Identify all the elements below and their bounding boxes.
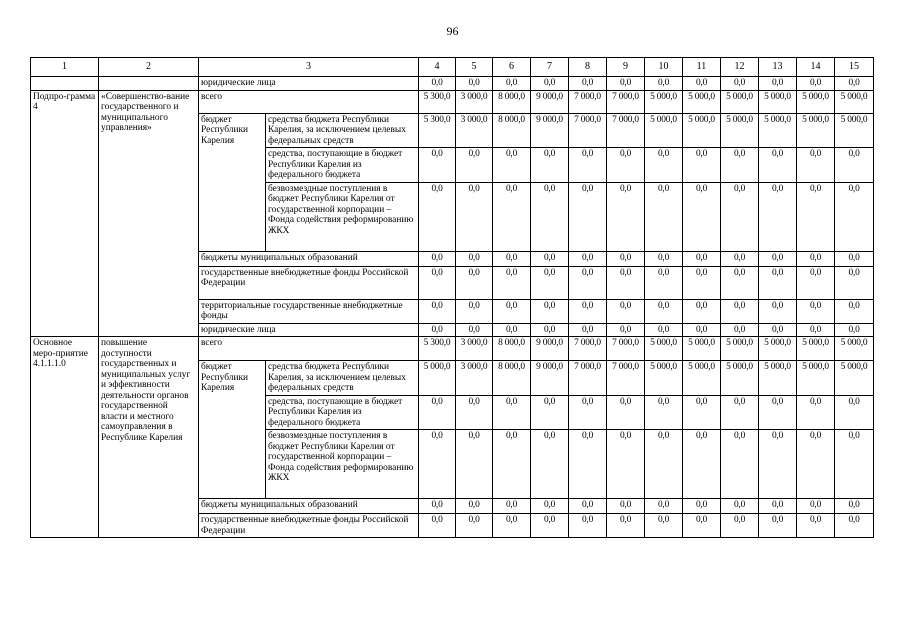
budget-table	[30, 57, 874, 538]
value-cell: 0,0	[493, 148, 531, 183]
value-cell: 7 000,0	[569, 113, 607, 148]
value-cell: 0,0	[531, 395, 569, 430]
value-cell: 0,0	[531, 299, 569, 323]
value-cell: 0,0	[759, 430, 797, 499]
value-cell: 0,0	[419, 251, 456, 266]
value-cell: 5 000,0	[797, 337, 835, 361]
table-row	[31, 337, 874, 361]
value-cell: 0,0	[531, 323, 569, 337]
value-cell: 0,0	[645, 182, 683, 251]
value-cell: 0,0	[419, 148, 456, 183]
column-header: 1	[31, 58, 99, 77]
value-cell: 0,0	[493, 499, 531, 514]
table-row	[31, 90, 874, 113]
value-cell: 5 000,0	[419, 361, 456, 396]
value-cell: 0,0	[607, 266, 645, 299]
value-cell: 0,0	[569, 323, 607, 337]
value-cell: 0,0	[645, 323, 683, 337]
value-cell: 0,0	[569, 299, 607, 323]
value-cell: 5 300,0	[419, 90, 456, 113]
value-cell: 0,0	[645, 148, 683, 183]
value-cell: 0,0	[721, 251, 759, 266]
value-cell: 0,0	[456, 323, 493, 337]
value-cell: 5 000,0	[797, 90, 835, 113]
value-cell: 0,0	[645, 77, 683, 91]
value-cell: 0,0	[721, 182, 759, 251]
value-cell: 0,0	[683, 299, 721, 323]
value-cell: 7 000,0	[607, 90, 645, 113]
value-cell: 0,0	[759, 299, 797, 323]
value-cell: 0,0	[645, 299, 683, 323]
value-cell: 0,0	[456, 514, 493, 538]
row-label: территориальные государственные внебюджетные фонды	[199, 299, 419, 323]
value-cell: 0,0	[493, 323, 531, 337]
value-cell: 5 000,0	[721, 361, 759, 396]
table-row	[31, 77, 874, 91]
value-cell: 0,0	[531, 266, 569, 299]
value-cell: 7 000,0	[607, 113, 645, 148]
value-cell: 5 000,0	[645, 90, 683, 113]
value-cell: 0,0	[721, 499, 759, 514]
value-cell: 0,0	[683, 266, 721, 299]
value-cell: 5 000,0	[835, 361, 874, 396]
value-cell: 5 000,0	[645, 113, 683, 148]
value-cell: 0,0	[797, 182, 835, 251]
value-cell: 0,0	[569, 430, 607, 499]
value-cell: 5 000,0	[835, 113, 874, 148]
value-cell: 0,0	[835, 182, 874, 251]
value-cell: 0,0	[531, 430, 569, 499]
row-label: бюджеты муниципальных образований	[199, 499, 419, 514]
value-cell: 0,0	[797, 430, 835, 499]
value-cell: 0,0	[683, 77, 721, 91]
value-cell: 0,0	[456, 430, 493, 499]
value-cell: 7 000,0	[569, 361, 607, 396]
program-title: «Совершенство-вание государственного и муниципального управления»	[99, 90, 199, 337]
value-cell: 8 000,0	[493, 337, 531, 361]
value-cell: 5 000,0	[721, 337, 759, 361]
row-label: средства бюджета Республики Карелия, за исключением целевых федеральных средств	[266, 361, 419, 396]
value-cell: 0,0	[721, 77, 759, 91]
value-cell: 0,0	[759, 148, 797, 183]
value-cell: 0,0	[683, 395, 721, 430]
row-label: государственные внебюджетные фонды Российской Федерации	[199, 514, 419, 538]
value-cell: 5 000,0	[683, 337, 721, 361]
value-cell: 0,0	[607, 148, 645, 183]
value-cell: 0,0	[456, 395, 493, 430]
value-cell: 0,0	[419, 430, 456, 499]
column-header: 9	[607, 58, 645, 77]
value-cell: 5 000,0	[683, 361, 721, 396]
value-cell: 0,0	[569, 395, 607, 430]
measure-name: Основное меро-приятие 4.1.1.1.0	[31, 337, 99, 538]
value-cell: 5 000,0	[759, 361, 797, 396]
value-cell: 5 000,0	[797, 113, 835, 148]
value-cell: 0,0	[835, 148, 874, 183]
value-cell: 3 000,0	[456, 113, 493, 148]
column-header: 11	[683, 58, 721, 77]
value-cell: 0,0	[607, 395, 645, 430]
row-label: всего	[199, 337, 419, 361]
value-cell: 0,0	[569, 148, 607, 183]
value-cell: 0,0	[645, 395, 683, 430]
value-cell: 0,0	[531, 499, 569, 514]
row-label: безвозмездные поступления в бюджет Республики Карелия от государственной корпорации – Фонда содействия реформированию ЖКХ	[266, 182, 419, 251]
value-cell: 0,0	[683, 499, 721, 514]
value-cell: 0,0	[419, 514, 456, 538]
budget-label: бюджет Республики Карелия	[199, 113, 266, 251]
column-header: 3	[199, 58, 419, 77]
value-cell: 5 000,0	[835, 337, 874, 361]
value-cell: 0,0	[607, 499, 645, 514]
value-cell: 0,0	[569, 499, 607, 514]
value-cell: 0,0	[493, 182, 531, 251]
column-header: 6	[493, 58, 531, 77]
value-cell: 0,0	[569, 182, 607, 251]
empty-cell	[99, 77, 199, 91]
column-number-row	[31, 58, 874, 77]
value-cell: 5 000,0	[835, 90, 874, 113]
value-cell: 0,0	[531, 251, 569, 266]
value-cell: 0,0	[835, 514, 874, 538]
column-header: 8	[569, 58, 607, 77]
value-cell: 0,0	[456, 182, 493, 251]
value-cell: 0,0	[493, 514, 531, 538]
column-header: 7	[531, 58, 569, 77]
column-header: 2	[99, 58, 199, 77]
value-cell: 0,0	[569, 77, 607, 91]
value-cell: 0,0	[797, 395, 835, 430]
value-cell: 0,0	[607, 182, 645, 251]
value-cell: 0,0	[759, 499, 797, 514]
value-cell: 5 300,0	[419, 337, 456, 361]
value-cell: 0,0	[419, 299, 456, 323]
value-cell: 0,0	[419, 499, 456, 514]
value-cell: 5 000,0	[683, 90, 721, 113]
value-cell: 0,0	[456, 77, 493, 91]
value-cell: 0,0	[531, 182, 569, 251]
value-cell: 0,0	[531, 77, 569, 91]
value-cell: 0,0	[607, 77, 645, 91]
value-cell: 0,0	[721, 514, 759, 538]
value-cell: 0,0	[759, 251, 797, 266]
value-cell: 5 000,0	[721, 113, 759, 148]
value-cell: 0,0	[419, 77, 456, 91]
value-cell: 0,0	[456, 499, 493, 514]
value-cell: 5 000,0	[683, 113, 721, 148]
row-label: всего	[199, 90, 419, 113]
value-cell: 0,0	[493, 251, 531, 266]
value-cell: 5 000,0	[721, 90, 759, 113]
row-label: безвозмездные поступления в бюджет Республики Карелия от государственной корпорации – Фонда содействия реформированию ЖКХ	[266, 430, 419, 499]
value-cell: 0,0	[759, 266, 797, 299]
value-cell: 0,0	[835, 266, 874, 299]
row-label: средства, поступающие в бюджет Республики Карелия из федерального бюджета	[266, 395, 419, 430]
value-cell: 0,0	[493, 266, 531, 299]
row-label: юридические лица	[199, 77, 419, 91]
value-cell: 0,0	[835, 395, 874, 430]
value-cell: 0,0	[419, 395, 456, 430]
program-name: Подпро-грамма 4	[31, 90, 99, 337]
value-cell: 0,0	[569, 251, 607, 266]
value-cell: 0,0	[419, 266, 456, 299]
value-cell: 0,0	[835, 299, 874, 323]
value-cell: 7 000,0	[607, 361, 645, 396]
value-cell: 0,0	[683, 148, 721, 183]
value-cell: 0,0	[493, 299, 531, 323]
value-cell: 0,0	[456, 148, 493, 183]
value-cell: 0,0	[797, 251, 835, 266]
value-cell: 0,0	[645, 430, 683, 499]
empty-cell	[31, 77, 99, 91]
value-cell: 0,0	[797, 514, 835, 538]
value-cell: 0,0	[456, 299, 493, 323]
value-cell: 0,0	[797, 499, 835, 514]
value-cell: 0,0	[645, 514, 683, 538]
value-cell: 0,0	[835, 323, 874, 337]
value-cell: 3 000,0	[456, 337, 493, 361]
value-cell: 0,0	[721, 148, 759, 183]
column-header: 10	[645, 58, 683, 77]
row-label: средства бюджета Республики Карелия, за исключением целевых федеральных средств	[266, 113, 419, 148]
row-label: государственные внебюджетные фонды Российской Федерации	[199, 266, 419, 299]
budget-label: бюджет Республики Карелия	[199, 361, 266, 499]
value-cell: 0,0	[531, 148, 569, 183]
column-header: 13	[759, 58, 797, 77]
value-cell: 0,0	[531, 514, 569, 538]
value-cell: 5 000,0	[759, 337, 797, 361]
value-cell: 0,0	[835, 77, 874, 91]
value-cell: 9 000,0	[531, 361, 569, 396]
value-cell: 9 000,0	[531, 113, 569, 148]
value-cell: 7 000,0	[569, 90, 607, 113]
value-cell: 5 000,0	[645, 361, 683, 396]
value-cell: 5 000,0	[759, 113, 797, 148]
value-cell: 0,0	[759, 182, 797, 251]
value-cell: 3 000,0	[456, 361, 493, 396]
value-cell: 0,0	[835, 251, 874, 266]
row-label: средства, поступающие в бюджет Республики Карелия из федерального бюджета	[266, 148, 419, 183]
value-cell: 0,0	[419, 323, 456, 337]
value-cell: 0,0	[683, 182, 721, 251]
value-cell: 0,0	[493, 77, 531, 91]
value-cell: 5 300,0	[419, 113, 456, 148]
value-cell: 0,0	[759, 77, 797, 91]
row-label: юридические лица	[199, 323, 419, 337]
value-cell: 9 000,0	[531, 90, 569, 113]
value-cell: 0,0	[607, 299, 645, 323]
value-cell: 0,0	[797, 323, 835, 337]
value-cell: 5 000,0	[759, 90, 797, 113]
value-cell: 8 000,0	[493, 113, 531, 148]
value-cell: 0,0	[569, 514, 607, 538]
value-cell: 0,0	[759, 395, 797, 430]
value-cell: 9 000,0	[531, 337, 569, 361]
value-cell: 0,0	[645, 266, 683, 299]
value-cell: 0,0	[721, 299, 759, 323]
value-cell: 0,0	[721, 395, 759, 430]
value-cell: 0,0	[797, 266, 835, 299]
value-cell: 7 000,0	[569, 337, 607, 361]
value-cell: 0,0	[835, 430, 874, 499]
value-cell: 0,0	[759, 323, 797, 337]
value-cell: 0,0	[797, 77, 835, 91]
column-header: 15	[835, 58, 874, 77]
value-cell: 0,0	[721, 323, 759, 337]
value-cell: 0,0	[759, 514, 797, 538]
value-cell: 3 000,0	[456, 90, 493, 113]
value-cell: 7 000,0	[607, 337, 645, 361]
value-cell: 0,0	[683, 323, 721, 337]
value-cell: 0,0	[493, 430, 531, 499]
value-cell: 8 000,0	[493, 361, 531, 396]
value-cell: 8 000,0	[493, 90, 531, 113]
value-cell: 0,0	[721, 430, 759, 499]
value-cell: 0,0	[607, 251, 645, 266]
value-cell: 0,0	[797, 148, 835, 183]
column-header: 14	[797, 58, 835, 77]
measure-title: повышение доступности государственных и муниципальных услуг и эффективности деятельности органов государственной власти и местного самоуправления в Республике Карелия	[99, 337, 199, 538]
value-cell: 0,0	[419, 182, 456, 251]
value-cell: 0,0	[721, 266, 759, 299]
value-cell: 0,0	[645, 251, 683, 266]
column-header: 4	[419, 58, 456, 77]
value-cell: 0,0	[683, 430, 721, 499]
value-cell: 0,0	[607, 514, 645, 538]
value-cell: 0,0	[835, 499, 874, 514]
column-header: 12	[721, 58, 759, 77]
column-header: 5	[456, 58, 493, 77]
value-cell: 0,0	[607, 323, 645, 337]
value-cell: 5 000,0	[797, 361, 835, 396]
row-label: бюджеты муниципальных образований	[199, 251, 419, 266]
page-number: 96	[446, 24, 459, 38]
value-cell: 0,0	[456, 266, 493, 299]
value-cell: 0,0	[683, 251, 721, 266]
value-cell: 0,0	[569, 266, 607, 299]
value-cell: 0,0	[645, 499, 683, 514]
value-cell: 5 000,0	[645, 337, 683, 361]
value-cell: 0,0	[683, 514, 721, 538]
value-cell: 0,0	[493, 395, 531, 430]
value-cell: 0,0	[456, 251, 493, 266]
value-cell: 0,0	[797, 299, 835, 323]
value-cell: 0,0	[607, 430, 645, 499]
